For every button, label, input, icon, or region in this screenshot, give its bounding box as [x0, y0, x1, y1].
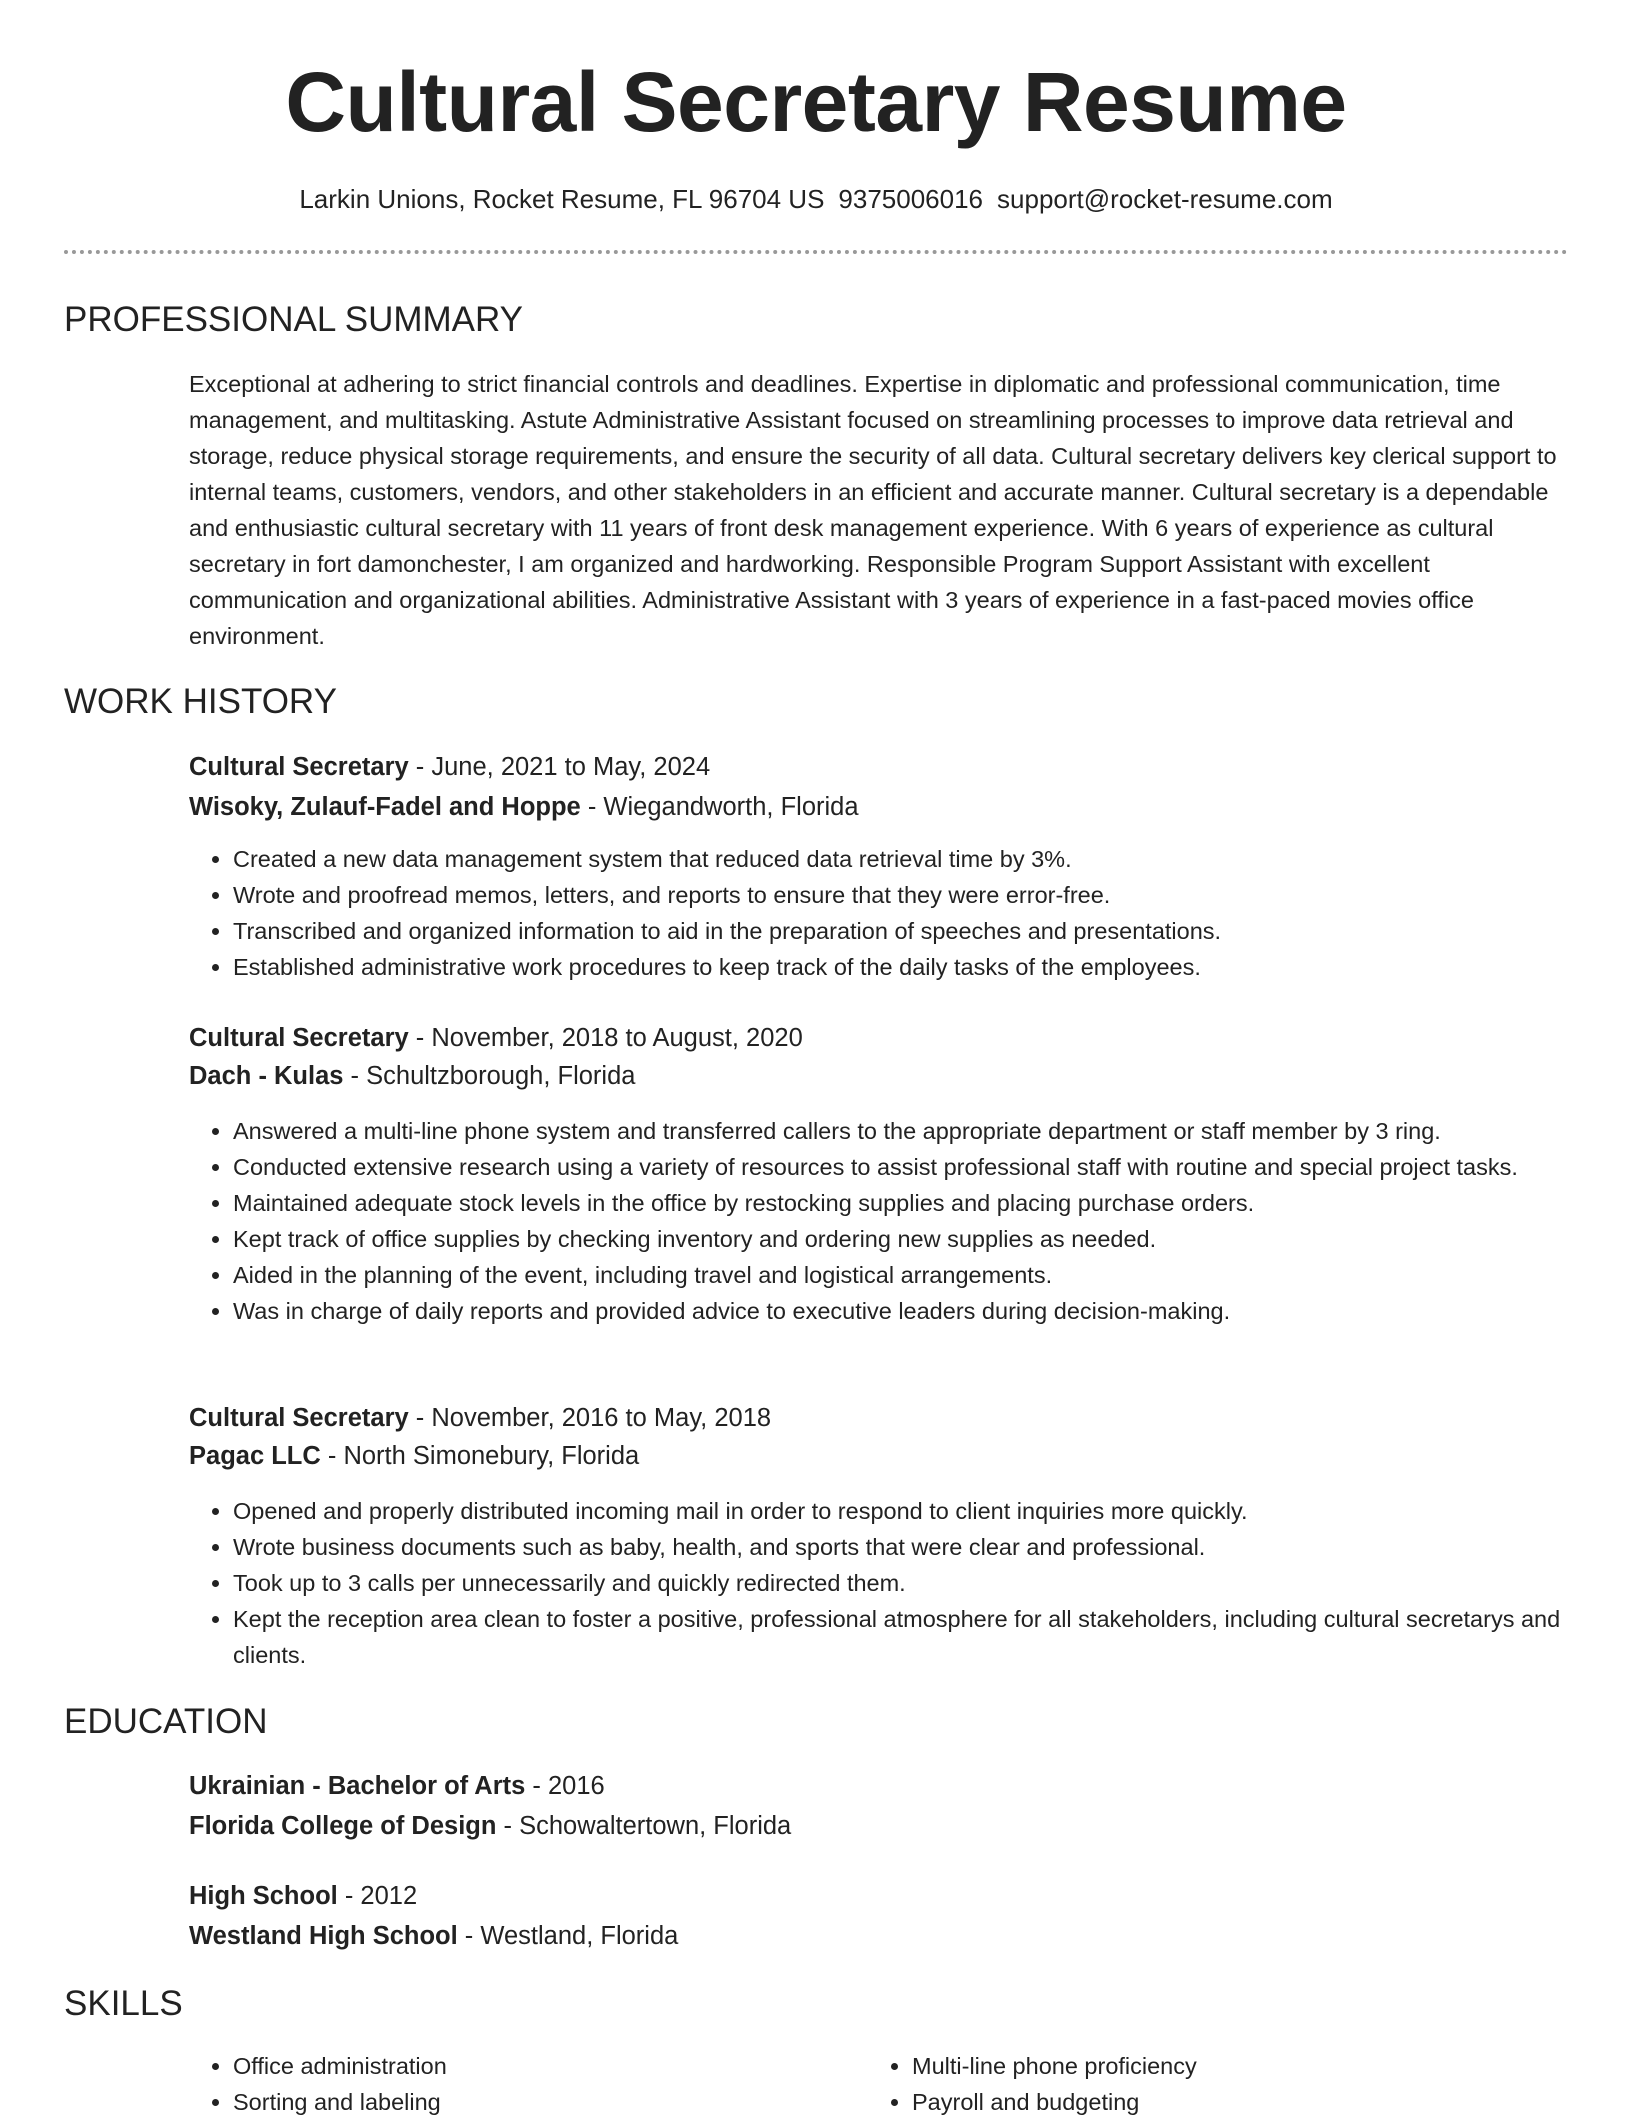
job-title-line [189, 1021, 803, 1055]
education-degree: Ukrainian - Bachelor of Arts [189, 1772, 526, 1800]
job-role: Cultural Secretary [189, 753, 409, 781]
list-item: • Answered a multi-line phone system and transferred callers to the appropriate department or staff member by 3 ring. [233, 1113, 1613, 1149]
summary-heading: PROFESSIONAL SUMMARY [64, 300, 523, 339]
list-item: • Kept track of office supplies by checking inventory and ordering new supplies as needed. [233, 1221, 1613, 1257]
education-year: - 2016 [525, 1772, 605, 1800]
job-company-line [189, 790, 859, 824]
job-location: - Schultzborough, Florida [343, 1062, 636, 1090]
list-item: • Maintained adequate stock levels in the office by restocking supplies and placing purchase orders. [233, 1185, 1613, 1221]
resume-title: Cultural Secretary Resume [285, 55, 1347, 149]
education-school-line [189, 1809, 791, 1843]
list-item: • Established administrative work procedures to keep track of the daily tasks of the employees. [233, 949, 1613, 985]
skills-list-right [868, 2048, 1592, 2120]
list-item: • Kept the reception area clean to foster a positive, professional atmosphere for all stakeholders, including cultural secretarys and clients. [233, 1601, 1613, 1673]
job-role: Cultural Secretary [189, 1024, 409, 1052]
job-bullets [189, 1113, 1613, 1329]
job-bullets [189, 841, 1613, 985]
job-bullets [189, 1493, 1613, 1673]
skills-heading: SKILLS [64, 1984, 183, 2023]
job-company: Dach - Kulas [189, 1062, 344, 1090]
skill-item: • Office administration [233, 2048, 833, 2084]
job-role: Cultural Secretary [189, 1404, 409, 1432]
contact-line [0, 182, 1632, 216]
contact-address: Larkin Unions, Rocket Resume, FL 96704 US [299, 184, 825, 214]
list-item: • Opened and properly distributed incoming mail in order to respond to client inquiries more quickly. [233, 1493, 1613, 1529]
education-location: - Schowaltertown, Florida [496, 1812, 792, 1840]
list-item: • Aided in the planning of the event, including travel and logistical arrangements. [233, 1257, 1613, 1293]
job-company: Pagac LLC [189, 1442, 321, 1470]
skill-item: • Payroll and budgeting [912, 2084, 1592, 2120]
education-school-line [189, 1919, 678, 1953]
job-location: - North Simonebury, Florida [320, 1442, 640, 1470]
skill-item: • Multi-line phone proficiency [912, 2048, 1592, 2084]
job-company: Wisoky, Zulauf-Fadel and Hoppe [189, 793, 581, 821]
education-location: - Westland, Florida [457, 1922, 679, 1950]
list-item: • Transcribed and organized information to aid in the preparation of speeches and presentations. [233, 913, 1613, 949]
education-year: - 2012 [337, 1882, 418, 1910]
list-item: • Created a new data management system that reduced data retrieval time by 3%. [233, 841, 1613, 877]
summary-text: Exceptional at adhering to strict financial controls and deadlines. Expertise in diplomatic and professional communication, time management, and multitasking. Astute Administrative Assistant focused on streamlining processes to improve data retrieval and storage, reduce physical storage requirements, and ensure the security of all data. Cultural secretary delivers key clerical support to internal teams, customers, vendors, and other stakeholders in an efficient and accurate manner. Cultural secretary is a dependable and enthusiastic cultural secretary with 11 years of front desk management experience. With 6 years of experience as cultural secretary in fort damonchester, I am organized and hardworking. Responsible Program Support Assistant with excellent communication and organizational abilities. Administrative Assistant with 3 years of experience in a fast-paced movies office environment. [189, 371, 1557, 649]
contact-phone: 9375006016 [838, 184, 984, 214]
job-title-line [189, 750, 710, 784]
job-dates: - November, 2018 to August, 2020 [408, 1024, 803, 1052]
education-school: Westland High School [189, 1922, 458, 1950]
job-location: - Wiegandworth, Florida [580, 793, 859, 821]
contact-email: support@rocket-resume.com [997, 184, 1333, 214]
job-company-line [189, 1439, 639, 1473]
job-title-line [189, 1401, 771, 1435]
education-degree: High School [189, 1882, 338, 1910]
header-divider [64, 250, 1568, 254]
list-item: • Took up to 3 calls per unnecessarily and quickly redirected them. [233, 1565, 1613, 1601]
education-heading: EDUCATION [64, 1702, 268, 1741]
work-history-heading: WORK HISTORY [64, 682, 337, 721]
job-company-line [189, 1059, 635, 1093]
job-dates: - November, 2016 to May, 2018 [408, 1404, 772, 1432]
education-school: Florida College of Design [189, 1812, 497, 1840]
list-item: • Conducted extensive research using a variety of resources to assist professional staff with routine and special project tasks. [233, 1149, 1613, 1185]
list-item: • Was in charge of daily reports and provided advice to executive leaders during decision-making. [233, 1293, 1613, 1329]
education-degree-line [189, 1879, 417, 1913]
skill-item: • Sorting and labeling [233, 2084, 833, 2120]
skills-list-left [189, 2048, 833, 2120]
list-item: • Wrote and proofread memos, letters, and reports to ensure that they were error-free. [233, 877, 1613, 913]
list-item: • Wrote business documents such as baby, health, and sports that were clear and professional. [233, 1529, 1613, 1565]
education-degree-line [189, 1769, 605, 1803]
job-dates: - June, 2021 to May, 2024 [408, 753, 711, 781]
